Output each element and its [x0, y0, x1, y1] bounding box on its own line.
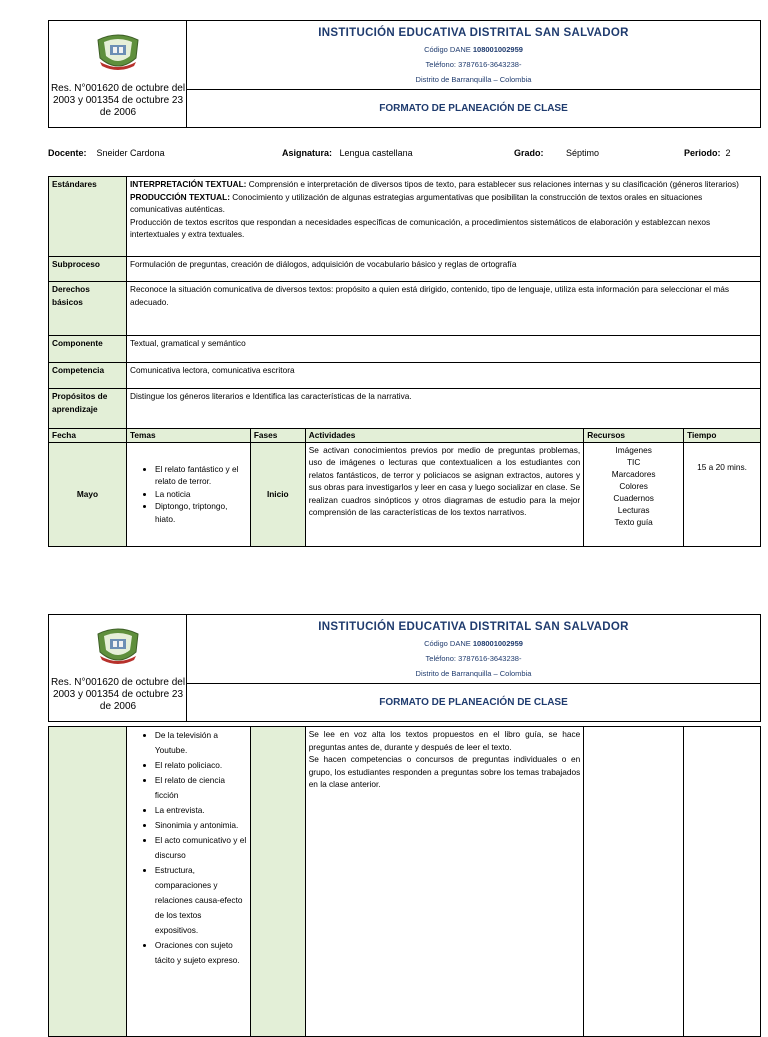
- cell-fecha: [49, 727, 127, 1037]
- list-item: Colores: [619, 480, 648, 491]
- page1-header: [48, 20, 761, 128]
- row-propositos: [49, 389, 761, 429]
- cell-temas: [126, 727, 250, 1037]
- col-recursos: Recursos: [584, 429, 684, 443]
- list-item: • El relato de ciencia ficción: [155, 773, 247, 803]
- phone: Teléfono: 3787616-3643238-: [425, 60, 522, 69]
- asignatura: Asignatura: Lengua castellana: [282, 148, 413, 158]
- page2-header: [48, 614, 761, 722]
- plan-table: [48, 176, 761, 547]
- docente: Docente: Sneider Cardona: [48, 148, 165, 158]
- value-derechos: Reconoce la situación comunicativa de diversos textos: propósito a quien está dirigido, contenido, tipo de lenguaje, utiliza esta información para seleccionar el más adecuado.: [126, 282, 760, 336]
- label-componente: Componente: [49, 336, 127, 363]
- col-actividades: Actividades: [305, 429, 583, 443]
- header-logo-cell: [49, 21, 187, 127]
- cell-temas: [126, 442, 250, 546]
- col-tiempo: Tiempo: [684, 429, 761, 443]
- school-crest-icon: [96, 32, 140, 72]
- list-item: • La noticia: [155, 488, 247, 501]
- cell-tiempo: 15 a 20 mins.: [684, 442, 761, 546]
- list-item: Marcadores: [611, 468, 656, 479]
- list-item: • Diptongo, triptongo, hiato.: [155, 500, 247, 525]
- resolution-text: Res. N°001620 de octubre del 2003 y 001354 de octubre 23 de 2006: [50, 677, 186, 712]
- cell-recursos: [584, 442, 684, 546]
- list-item: • El relato policiaco.: [155, 758, 247, 773]
- temas-list: [130, 728, 247, 968]
- header-logo-cell: [49, 615, 187, 721]
- label-derechos: Derechos básicos: [49, 282, 127, 336]
- temas-list: [130, 463, 247, 526]
- row-plan-mayo: [49, 442, 761, 546]
- format-title: FORMATO DE PLANEACIÓN DE CLASE: [379, 102, 568, 114]
- col-fases: Fases: [250, 429, 305, 443]
- list-item: Texto guía: [614, 516, 653, 527]
- list-item: • El relato fantástico y el relato de terror.: [155, 463, 247, 488]
- cell-fase: Inicio: [250, 442, 305, 546]
- value-propositos: Distingue los géneros literarios e Identifica las características de la narrativa.: [126, 389, 760, 429]
- district: Distrito de Barranquilla – Colombia: [415, 75, 532, 84]
- value-componente: Textual, gramatical y semántico: [126, 336, 760, 363]
- list-item: • De la televisión a Youtube.: [155, 728, 247, 758]
- label-propositos: Propósitos de aprendizaje: [49, 389, 127, 429]
- label-estandares: Estándares: [49, 177, 127, 257]
- cell-fase: [250, 727, 305, 1037]
- row-estandares: [49, 177, 761, 257]
- phone: Teléfono: 3787616-3643238-: [425, 654, 522, 663]
- cell-actividades: [305, 727, 584, 1037]
- value-subproceso: Formulación de preguntas, creación de diálogos, adquisición de vocabulario básico y reglas de ortografía: [126, 257, 760, 282]
- value-estandares: INTERPRETACIÓN TEXTUAL: Comprensión e interpretación de diversos tipos de texto, para establecer sus relaciones internas y su clasificación (géneros literarios) PRODUCCIÓN TEXTUAL: Conocimiento y utilización de algunas estrategias argumentativas que posibilitan la construcción de textos orales en situaciones comunicativas auténticas. Producción de textos escritos que respondan a necesidades específicas de comunicación, a procedimientos sistemáticos de elaboración y establezcan nexos intertextuales y extra textuales.: [126, 177, 760, 257]
- format-title-cell: [187, 683, 760, 721]
- cell-actividades: Se activan conocimientos previos por medio de preguntas problemas, uso de imágenes o lecturas que contextualicen a los estudiantes con relatos fantásticos, de terror y policiacos se asignan extractos, autores y sus obras para investigarlos y leer en casa y luego socializar en clase. Se realizan cuadros sinópticos y otros diagramas de estudio para la mejor comprensión de las características de los textos narrativos.: [305, 442, 583, 546]
- institution-block: [187, 21, 760, 90]
- row-derechos: [49, 282, 761, 336]
- list-item: TIC: [626, 456, 641, 467]
- list-item: Imágenes: [615, 444, 652, 455]
- institution-name: INSTITUCIÓN EDUCATIVA DISTRITAL SAN SALVADOR: [318, 621, 629, 633]
- activity-text: Se lee en voz alta los textos propuestos en el libro guía, se hace preguntas antes de, durante y después de leer el texto.: [308, 729, 581, 752]
- dane-code: Código DANE 108001002959: [424, 639, 523, 648]
- periodo: Periodo: 2: [684, 148, 731, 158]
- list-item: • La entrevista.: [155, 803, 247, 818]
- format-title: FORMATO DE PLANEACIÓN DE CLASE: [379, 696, 568, 708]
- list-item: Lecturas: [617, 504, 650, 515]
- district: Distrito de Barranquilla – Colombia: [415, 669, 532, 678]
- school-crest-icon: [96, 626, 140, 666]
- cell-recursos: [584, 727, 684, 1037]
- row-plan-continued: [49, 727, 761, 1037]
- list-item: • Sinonimia y antonimia.: [155, 818, 247, 833]
- list-item: • Estructura, comparaciones y relaciones causa-efecto de los textos expositivos.: [155, 863, 247, 938]
- format-title-cell: [187, 89, 760, 127]
- plan-table-continued: [48, 726, 761, 1037]
- col-fecha: Fecha: [49, 429, 127, 443]
- value-competencia: Comunicativa lectora, comunicativa escritora: [126, 363, 760, 389]
- row-subproceso: [49, 257, 761, 282]
- row-componente: [49, 336, 761, 363]
- list-item: • Oraciones con sujeto tácito y sujeto expreso.: [155, 938, 247, 968]
- cell-fecha: Mayo: [49, 442, 127, 546]
- dane-code: Código DANE 108001002959: [424, 45, 523, 54]
- activity-text: Se hacen competencias o concursos de preguntas individuales o en grupo, los estudiantes responden a preguntas sobre los temas trabajados en la clase anterior.: [308, 754, 581, 789]
- grado: Grado: Séptimo: [514, 148, 600, 158]
- list-item: Cuadernos: [613, 492, 654, 503]
- institution-block: [187, 615, 760, 684]
- label-competencia: Competencia: [49, 363, 127, 389]
- institution-name: INSTITUCIÓN EDUCATIVA DISTRITAL SAN SALVADOR: [318, 27, 629, 39]
- cell-tiempo: [684, 727, 761, 1037]
- label-subproceso: Subproceso: [49, 257, 127, 282]
- row-column-headers: [49, 429, 761, 443]
- row-competencia: [49, 363, 761, 389]
- resolution-text: Res. N°001620 de octubre del 2003 y 001354 de octubre 23 de 2006: [50, 83, 186, 118]
- col-temas: Temas: [126, 429, 250, 443]
- list-item: • El acto comunicativo y el discurso: [155, 833, 247, 863]
